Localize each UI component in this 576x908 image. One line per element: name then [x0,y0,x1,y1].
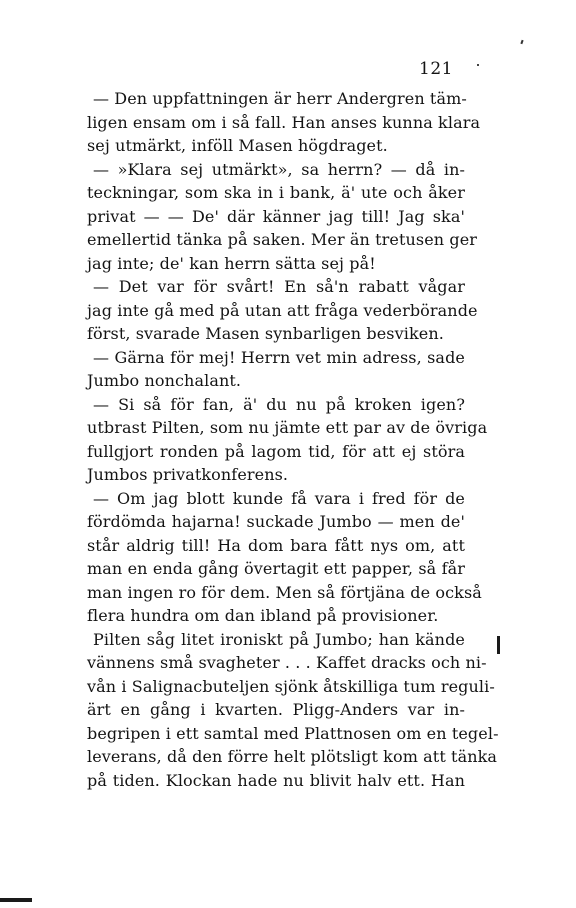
text-line: fördömda hajarna! suckade Jumbo — men de' [87,512,465,531]
text-line: — Det var för svårt! En så'n rabatt vågar [93,277,465,296]
page-number: 121 [419,59,453,79]
print-speck [520,40,523,44]
margin-mark [497,636,500,654]
text-line: — Den uppfattningen är herr Andergren täm- [93,89,467,108]
text-line: ärt en gång i kvarten. Pligg-Anders var in- [87,700,465,719]
text-line: på tiden. Klockan hade nu blivit halv ett. Han [87,770,465,790]
text-line: man en enda gång övertagit ett papper, så får [87,559,465,578]
text-line: jag inte; de' kan herrn sätta sej på! [87,253,376,273]
text-line: — Si så för fan, ä' du nu på kroken igen? [93,394,465,414]
scan-edge-mark [0,898,32,902]
text-line: står aldrig till! Ha dom bara fått nys om, att [87,535,465,555]
text-line: sej utmärkt, inföll Masen högdraget. [87,136,388,155]
text-line: fullgjort ronden på lagom tid, för att ej störa [87,441,465,461]
text-line: jag inte gå med på utan att fråga vederbörande [87,300,478,320]
text-line: teckningar, som ska in i bank, ä' ute och åker [87,183,465,202]
text-line: emellertid tänka på saken. Mer än tretusen ger [87,230,478,249]
text-line: ligen ensam om i så fall. Han anses kunna klara [87,112,481,132]
text-line: Jumbo nonchalant. [87,371,242,390]
text-line: privat — — De' där känner jag till! Jag ska' [87,206,465,226]
text-line: Pilten såg litet ironiskt på Jumbo; han kände [93,629,465,649]
text-line: utbrast Pilten, som nu jämte ett par av de övriga [87,418,488,437]
body-text [87,87,499,792]
text-line: man ingen ro för dem. Men så förtjäna de också [87,582,482,602]
print-speck [477,64,479,66]
text-line: — Om jag blott kunde få vara i fred för de [93,488,465,508]
text-line: leverans, då den förre helt plötsligt kom att tänka [87,747,498,766]
text-line: först, svarade Masen synbarligen besviken. [87,324,444,343]
text-line: begripen i ett samtal med Plattnosen om en tegel- [87,723,499,743]
text-line: — Gärna för mej! Herrn vet min adress, sade [93,347,465,367]
text-line: Jumbos privatkonferens. [87,465,289,484]
text-line: vån i Salignacbuteljen sjönk åtskilliga tum reguli- [87,676,495,696]
text-line: flera hundra om dan ibland på provisioner. [87,606,439,625]
text-line: vännens små svagheter . . . Kaffet dracks och ni- [87,653,487,672]
text-line: — »Klara sej utmärkt», sa herrn? — då in- [93,159,465,179]
